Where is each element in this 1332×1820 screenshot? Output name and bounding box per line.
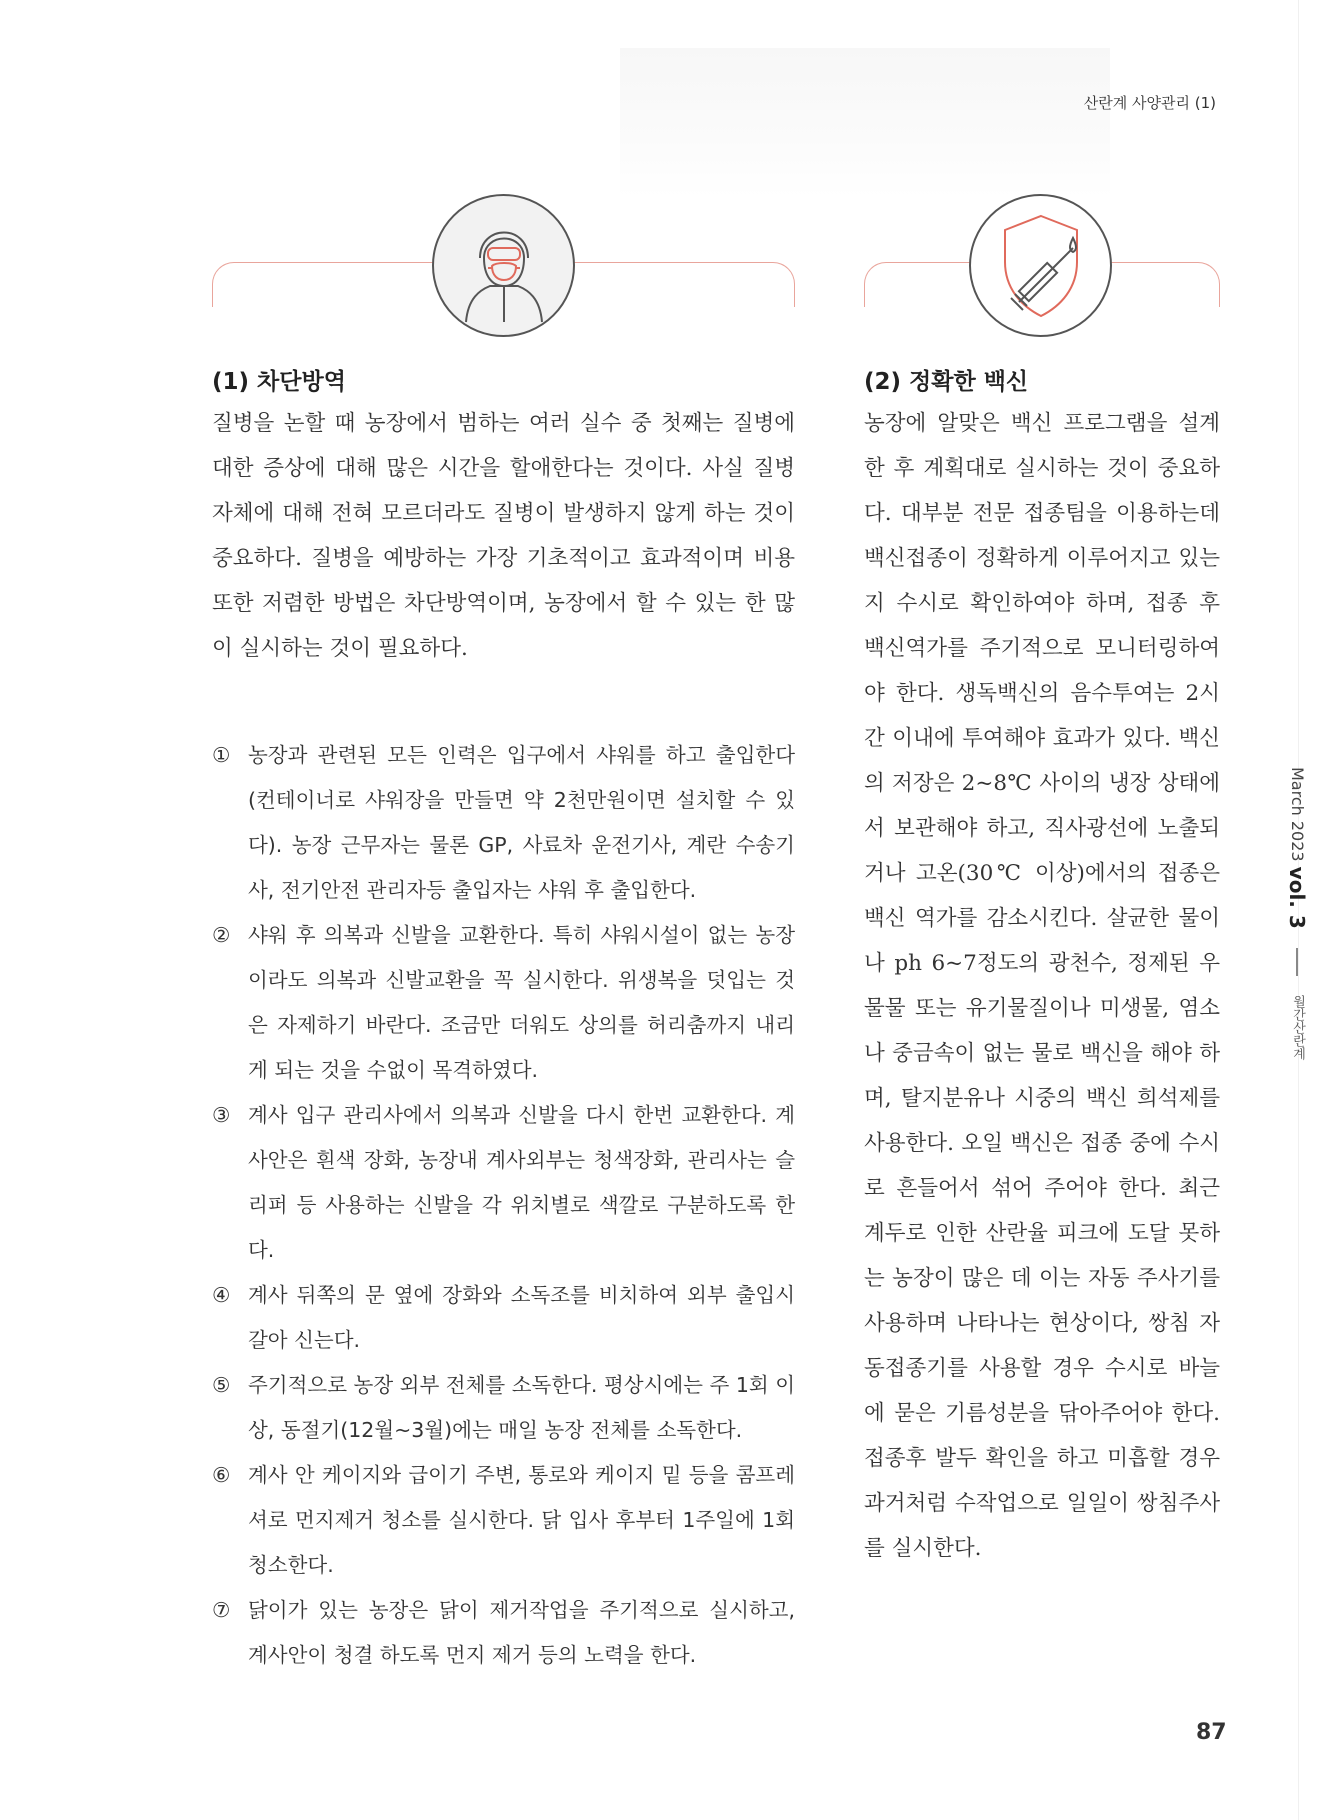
right-column xyxy=(864,365,1220,1571)
list-text: 닭이가 있는 농장은 닭이 제거작업을 주기적으로 실시하고, 계사안이 청결 하도록 먼지 제거 등의 노력을 한다. xyxy=(248,1598,795,1667)
issue-volume: vol. 3 xyxy=(1285,866,1309,929)
list-text: 주기적으로 농장 외부 전체를 소독한다. 평상시에는 주 1회 이상, 동절기(12월~3월)에는 매일 농장 전체를 소독한다. xyxy=(248,1373,795,1442)
list-text: 계사 뒤쪽의 문 옆에 장화와 소독조를 비치하여 외부 출입시 갈아 신는다. xyxy=(248,1283,795,1352)
side-divider xyxy=(1296,948,1298,976)
biosecurity-list xyxy=(212,733,795,1678)
list-item xyxy=(212,1273,795,1363)
list-text: 농장과 관련된 모든 인력은 입구에서 샤워를 하고 출입한다(컨테이너로 샤워장을 만들면 약 2천만원이면 설치할 수 있다). 농장 근무자는 물론 GP, 사료차 운전기사, 계란 수송기사, 전기안전 관리자등 출입자는 샤워 후 출입한다. xyxy=(248,743,795,902)
list-number: ⑦ xyxy=(212,1598,231,1622)
intro-paragraph: 질병을 논할 때 농장에서 범하는 여러 실수 중 첫째는 질병에 대한 증상에 대해 많은 시간을 할애한다는 것이다. 사실 질병 자체에 대해 전혀 모르더라도 질병이 발생하지 않게 하는 것이 중요하다. 질병을 예방하는 가장 기초적이고 효과적이며 비용 또한 저렴한 방법은 차단방역이며, 농장에서 할 수 있는 한 많이 실시하는 것이 필요하다. xyxy=(212,411,795,661)
list-item xyxy=(212,1363,795,1453)
publication-name: 월간산란계 xyxy=(1290,994,1305,1060)
vertical-issue-label xyxy=(1279,767,1309,1060)
list-number: ④ xyxy=(212,1283,231,1307)
list-item xyxy=(212,733,795,913)
vaccine-syringe-shield-icon xyxy=(969,194,1112,337)
list-item xyxy=(212,1453,795,1588)
list-number: ② xyxy=(212,923,231,947)
vaccine-paragraph: 농장에 알맞은 백신 프로그램을 설계한 후 계획대로 실시하는 것이 중요하다. 대부분 전문 접종팀을 이용하는데 백신접종이 정확하게 이루어지고 있는지 수시로 확인하여야 하며, 접종 후 백신역가를 주기적으로 모니터링하여야 한다. 생독백신의 음수투여는 2시간 이내에 투여해야 효과가 있다. 백신의 저장은 2~8℃ 사이의 냉장 상태에서 보관해야 하고, 직사광선에 노출되거나 고온(30℃ 이상)에서의 접종은 백신 역가를 감소시킨다. 살균한 물이나 ph 6~7정도의 광천수, 정제된 우물물 또는 유기물질이나 미생물, 염소나 중금속이 없는 물로 백신을 해야 하며, 탈지분유나 시중의 백신 희석제를 사용한다. 오일 백신은 접종 중에 수시로 흔들어서 섞어 주어야 한다. 최근 계두로 인한 산란율 피크에 도달 못하는 농장이 많은 데 이는 자동 주사기를 사용하며 나타나는 현상이다, 쌍침 자동접종기를 사용할 경우 수시로 바늘에 묻은 기름성분을 닦아주어야 한다. 접종후 발두 확인을 하고 미흡할 경우 과거처럼 수작업으로 일일이 쌍침주사를 실시한다. xyxy=(864,411,1220,1561)
section-heading-vaccine: (2) 정확한 백신 xyxy=(864,369,1029,395)
issue-date: March 2023 xyxy=(1288,767,1307,862)
list-text: 계사 입구 관리사에서 의복과 신발을 다시 한번 교환한다. 계사안은 흰색 장화, 농장내 계사외부는 청색장화, 관리사는 슬리퍼 등 사용하는 신발을 각 위치별로 색깔로 구분하도록 한다. xyxy=(248,1103,795,1262)
list-number: ⑤ xyxy=(212,1373,231,1397)
list-number: ③ xyxy=(212,1103,231,1127)
running-header: 산란계 사양관리 (1) xyxy=(1083,94,1216,112)
section-heading-biosecurity: (1) 차단방역 xyxy=(212,369,346,395)
protective-suit-mask-icon xyxy=(432,194,575,337)
list-text: 계사 안 케이지와 급이기 주변, 통로와 케이지 밑 등을 콤프레셔로 먼지제거 청소를 실시한다. 닭 입사 후부터 1주일에 1회 청소한다. xyxy=(248,1463,795,1577)
list-item xyxy=(212,1588,795,1678)
list-item xyxy=(212,1093,795,1273)
list-number: ⑥ xyxy=(212,1463,231,1487)
list-text: 샤워 후 의복과 신발을 교환한다. 특히 샤워시설이 없는 농장이라도 의복과 신발교환을 꼭 실시한다. 위생복을 덧입는 것은 자제하기 바란다. 조금만 더워도 상의를 허리춤까지 내리게 되는 것을 수없이 목격하였다. xyxy=(248,923,795,1082)
list-item xyxy=(212,913,795,1093)
page-number: 87 xyxy=(1196,1720,1227,1745)
list-number: ① xyxy=(212,743,231,767)
left-column xyxy=(212,365,795,1678)
header-background-band xyxy=(620,48,1110,198)
